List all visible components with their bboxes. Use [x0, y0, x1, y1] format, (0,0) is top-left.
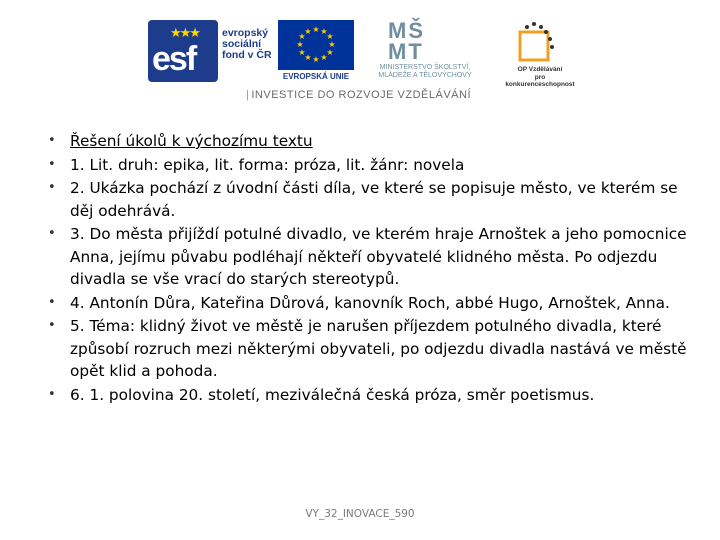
svg-text:★: ★ [320, 53, 328, 62]
op-logo [500, 20, 580, 88]
svg-text:★: ★ [326, 48, 334, 57]
bullet-icon: • [48, 226, 56, 241]
bullet-icon: • [48, 156, 56, 172]
svg-text:★: ★ [312, 55, 320, 64]
slide-content [48, 130, 698, 407]
svg-text:★: ★ [320, 27, 328, 36]
esf-mark-text: esf [152, 40, 196, 78]
bullet-icon: • [48, 294, 56, 310]
op-line-2: pro konkurenceschopnost [505, 73, 575, 88]
eu-logo [278, 20, 354, 82]
bullet-icon: • [48, 180, 56, 195]
list-item [48, 130, 698, 153]
op-text [500, 66, 580, 89]
bullet-text: 3. Do města přijíždí potulné divadlo, ve kterém hraje Arnoštek a jeho pomocnice Anna, jejímu půvabu podléhají někteří obyvatelé klidného města. Po odjezdu divadla se vše vrací do starých stereotypů. [70, 225, 687, 288]
svg-text:★: ★ [296, 40, 304, 49]
esf-logo [148, 20, 272, 82]
msmt-logo [360, 20, 490, 82]
svg-text:★: ★ [298, 32, 306, 41]
svg-text:★: ★ [304, 53, 312, 62]
bullet-icon: • [48, 386, 56, 402]
esf-line-1: evropský [222, 27, 269, 39]
svg-text:★: ★ [304, 27, 312, 36]
logo-strip [0, 0, 720, 110]
bullet-icon: • [48, 318, 56, 333]
list-item [48, 154, 698, 177]
msmt-line-2: MLÁDEŽE A TĚLOVÝCHOVY [378, 72, 472, 79]
msmt-line-1: MINISTERSTVO ŠKOLSTVÍ, [379, 64, 471, 71]
msmt-text [360, 64, 490, 80]
list-item [48, 315, 698, 383]
bullet-icon: • [48, 133, 56, 148]
bullet-text: 6. 1. polovina 20. století, meziválečná česká próza, směr poetismus. [70, 385, 595, 404]
list-item [48, 223, 698, 291]
tagline-divider: | [246, 89, 250, 101]
esf-line-3: fond v ČR [222, 49, 272, 61]
footer-code: VY_32_INOVACE_590 [305, 508, 415, 520]
svg-text:★: ★ [328, 40, 336, 49]
list-item [48, 177, 698, 222]
bullet-heading-text: Řešení úkolů k výchozímu textu [70, 132, 313, 150]
svg-text:★: ★ [298, 48, 306, 57]
esf-text [222, 28, 272, 61]
bullet-text: 2. Ukázka pochází z úvodní části díla, ve které se popisuje město, ve kterém se děj odehrává. [70, 179, 678, 220]
svg-text:★: ★ [312, 25, 320, 34]
tagline [246, 89, 471, 101]
esf-stars-icon: ★★★ [170, 26, 199, 41]
eu-flag-icon [278, 20, 354, 70]
bullet-text: 1. Lit. druh: epika, lit. forma: próza, lit. žánr: novela [70, 155, 465, 174]
bullet-text: 5. Téma: klidný život ve městě je narušen příjezdem potulného divadla, které způsobí rozruch mezi některými obyvateli, po odjezdu divadla nastává ve městě opět klid a pohoda. [70, 317, 687, 380]
tagline-text: INVESTICE DO ROZVOJE VZDĚLÁVÁNÍ [251, 89, 472, 101]
bullet-list [48, 130, 698, 406]
op-mark-icon [510, 20, 560, 66]
list-item [48, 292, 698, 315]
msmt-mark-line-1: MŠ [388, 18, 425, 43]
list-item [48, 384, 698, 407]
bullet-text: 4. Antonín Důra, Kateřina Důrová, kanovník Roch, abbé Hugo, Arnoštek, Anna. [70, 293, 670, 312]
esf-line-2: sociální [222, 38, 262, 50]
msmt-mark-line-2: MT [388, 39, 424, 64]
esf-mark [148, 20, 218, 82]
msmt-mark [388, 20, 425, 62]
eu-label: EVROPSKÁ UNIE [282, 72, 350, 81]
op-line-1: OP Vzdělávání [517, 66, 563, 73]
svg-text:★: ★ [326, 32, 334, 41]
